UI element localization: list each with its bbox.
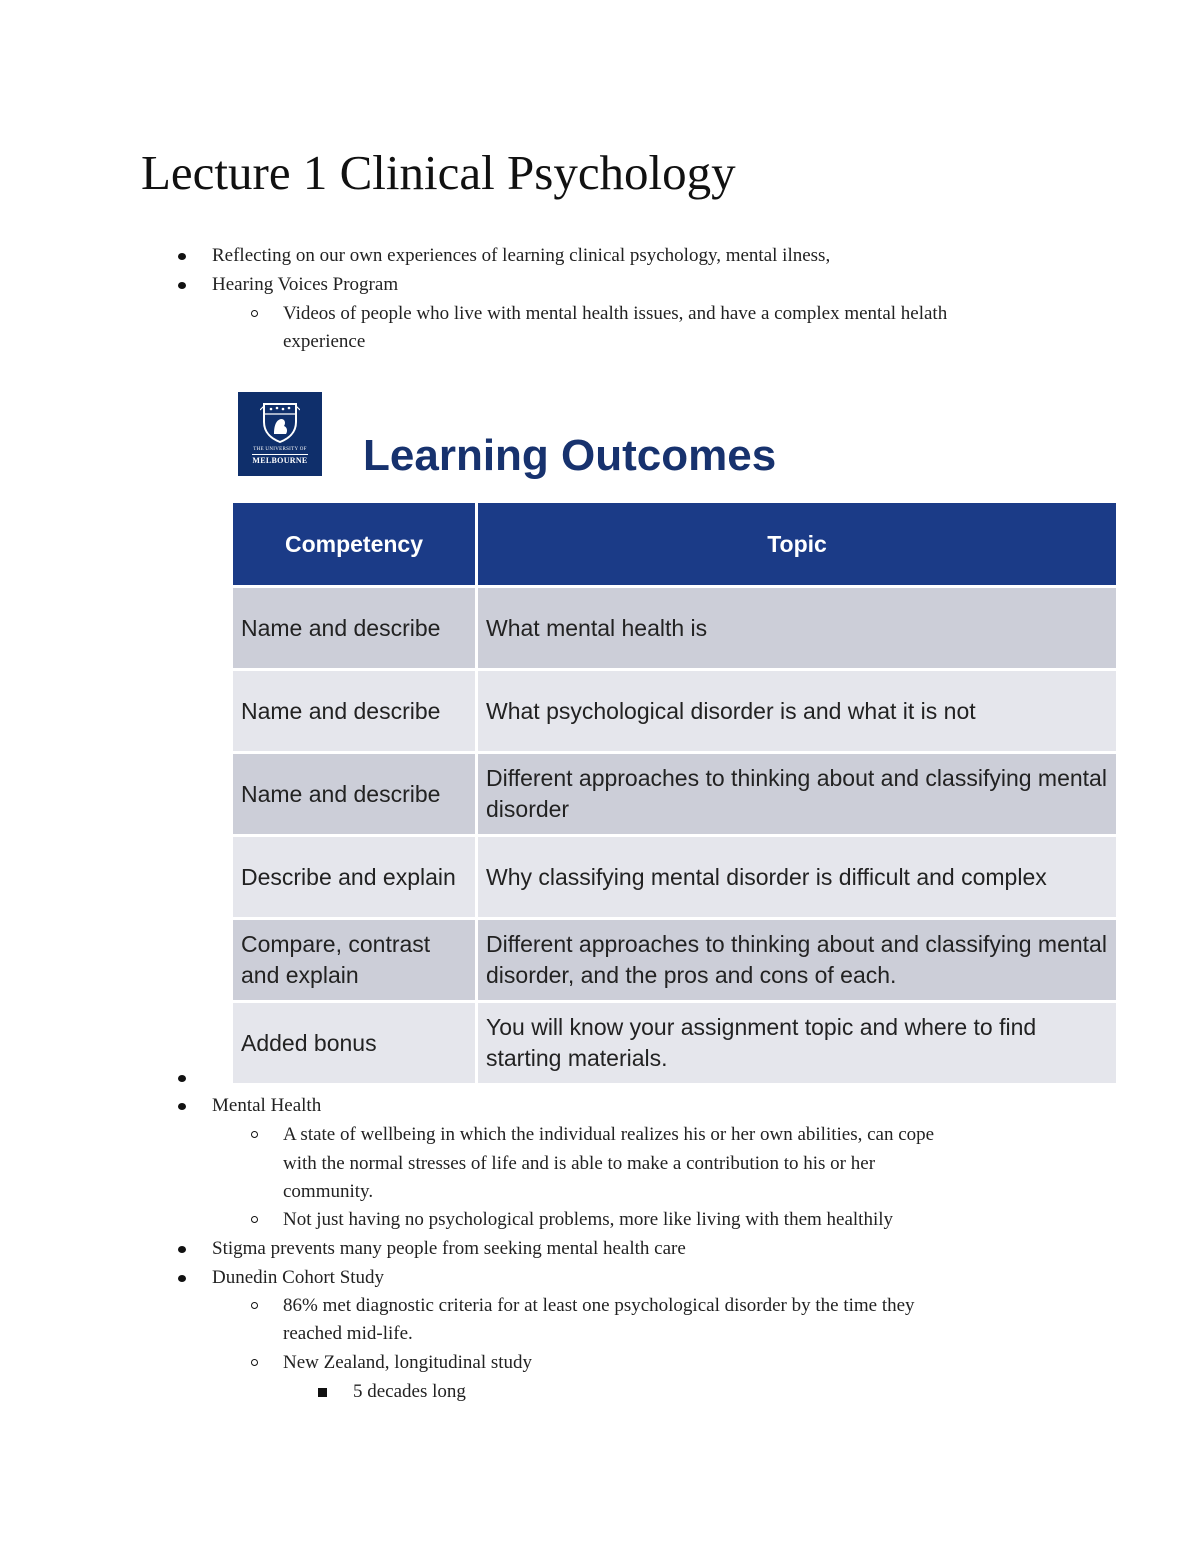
list-item-reflecting: Reflecting on our own experiences of learning clinical psychology, mental ilness, bbox=[212, 245, 831, 266]
sub-sub-item-5-decades: 5 decades long bbox=[353, 1381, 466, 1402]
bullet-circle bbox=[251, 1349, 261, 1377]
table-row bbox=[233, 920, 1116, 1003]
slide-title: Learning Outcomes bbox=[363, 431, 777, 480]
table-row bbox=[233, 671, 1116, 754]
sub-item-wellbeing-line1: A state of wellbeing in which the individual realizes his or her own abilities, can cope bbox=[283, 1124, 935, 1145]
list-item-stigma: Stigma prevents many people from seeking mental health care bbox=[212, 1238, 686, 1259]
sub-item-not-just: Not just having no psychological problems, more like living with them healthily bbox=[283, 1209, 894, 1230]
bullet-disc bbox=[178, 1092, 188, 1120]
competency-cell: Describe and explain bbox=[233, 837, 478, 920]
table-row bbox=[233, 754, 1116, 837]
list-item-dunedin: Dunedin Cohort Study bbox=[212, 1267, 385, 1288]
column-header-topic: Topic bbox=[478, 503, 1116, 588]
bullet-circle bbox=[251, 1206, 261, 1234]
logo-text-big: MELBOURNE bbox=[252, 456, 308, 465]
learning-outcomes-table bbox=[233, 503, 1116, 1086]
topic-cell: What psychological disorder is and what it is not bbox=[478, 671, 1116, 754]
competency-cell: Name and describe bbox=[233, 671, 478, 754]
topic-cell: What mental health is bbox=[478, 588, 1116, 671]
sub-item-videos-line1: Videos of people who live with mental health issues, and have a complex mental helath bbox=[283, 303, 948, 324]
table-header-row bbox=[233, 503, 1116, 588]
bullet-disc bbox=[178, 1064, 188, 1092]
competency-cell: Name and describe bbox=[233, 588, 478, 671]
list-item-mental-health: Mental Health bbox=[212, 1095, 322, 1116]
sub-item-wellbeing-line3: community. bbox=[283, 1181, 374, 1202]
bullet-circle bbox=[251, 1292, 261, 1320]
university-logo bbox=[238, 392, 322, 476]
table-row bbox=[233, 588, 1116, 671]
logo-text-small: THE UNIVERSITY OF bbox=[253, 447, 307, 452]
sub-item-wellbeing-line2: with the normal stresses of life and is able to make a contribution to his or her bbox=[283, 1153, 876, 1174]
sub-item-videos-line2: experience bbox=[283, 331, 366, 352]
topic-cell: Why classifying mental disorder is difficult and complex bbox=[478, 837, 1116, 920]
slide-learning-outcomes bbox=[233, 388, 1116, 1082]
column-header-competency: Competency bbox=[233, 503, 478, 588]
sub-item-86-percent-line1: 86% met diagnostic criteria for at least one psychological disorder by the time they bbox=[283, 1295, 915, 1316]
page-title: Lecture 1 Clinical Psychology bbox=[141, 145, 736, 200]
table-row bbox=[233, 1003, 1116, 1086]
topic-cell: You will know your assignment topic and where to find starting materials. bbox=[478, 1003, 1116, 1086]
table-row bbox=[233, 837, 1116, 920]
competency-cell: Added bonus bbox=[233, 1003, 478, 1086]
bullet-square bbox=[318, 1378, 328, 1406]
bullet-disc bbox=[178, 271, 188, 299]
shield-icon bbox=[260, 400, 300, 444]
topic-cell: Different approaches to thinking about and classifying mental disorder, and the pros and cons of each. bbox=[478, 920, 1116, 1003]
competency-cell: Name and describe bbox=[233, 754, 478, 837]
sub-item-86-percent-line2: reached mid-life. bbox=[283, 1323, 413, 1344]
bullet-circle bbox=[251, 1121, 261, 1149]
bullet-circle bbox=[251, 300, 261, 328]
sub-item-new-zealand: New Zealand, longitudinal study bbox=[283, 1352, 533, 1373]
bullet-disc bbox=[178, 1235, 188, 1263]
topic-cell: Different approaches to thinking about and classifying mental disorder bbox=[478, 754, 1116, 837]
bullet-disc bbox=[178, 242, 188, 270]
list-item-hearing-voices: Hearing Voices Program bbox=[212, 274, 399, 295]
bullet-disc bbox=[178, 1264, 188, 1292]
competency-cell: Compare, contrast and explain bbox=[233, 920, 478, 1003]
